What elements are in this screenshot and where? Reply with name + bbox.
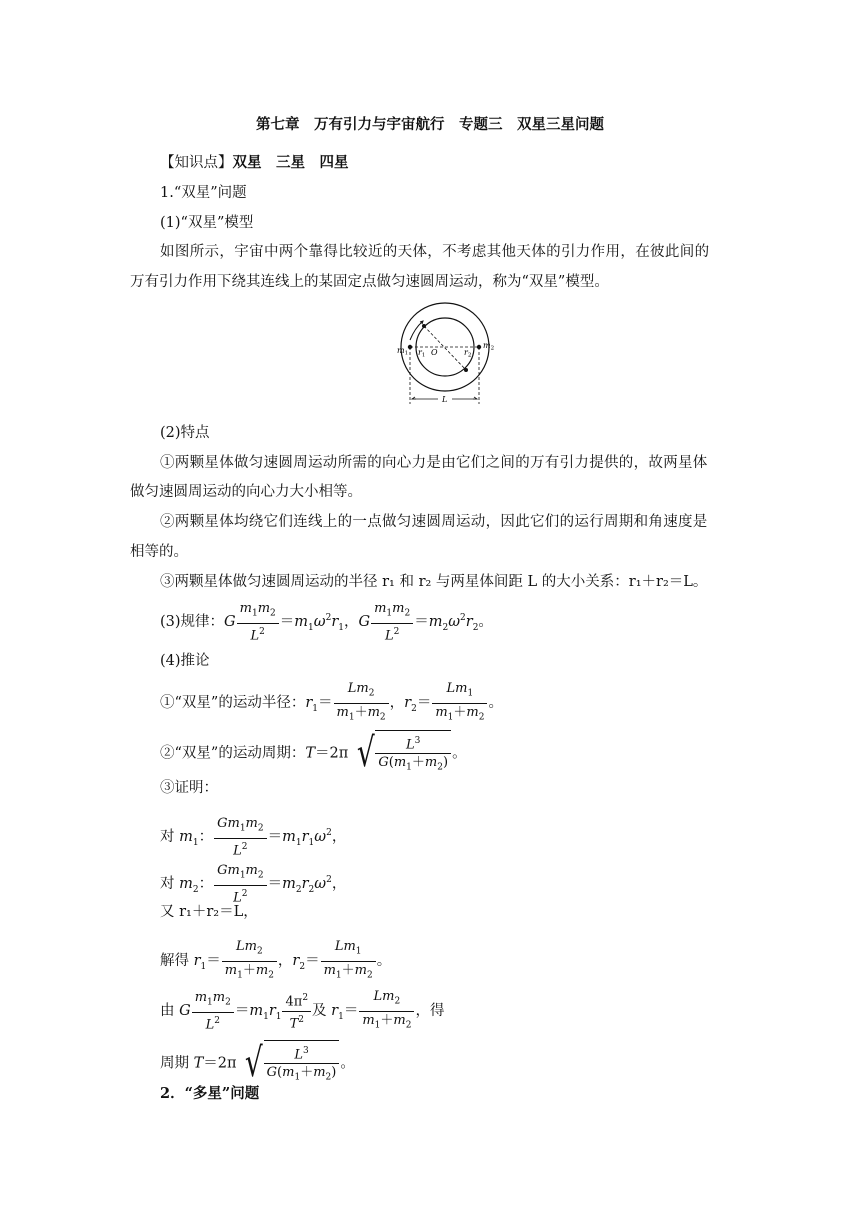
fig-r2-label: r2 (464, 348, 472, 359)
fig-r1-label: r1 (418, 348, 426, 359)
knowledge-point (160, 153, 349, 173)
proof-m2: 对 $m_2$： $\frac{Gm_1m_2}{L^2}$ $=m_2r_2\omega^2$， (160, 863, 347, 905)
feature-2b: 相等的。 (130, 544, 188, 560)
proof-period: 周期 T＝2π √ $\frac{L^3}{G(m_1+m_2)}$ 。 (160, 1040, 355, 1087)
subsection-model: (1)“双星”模型 (160, 215, 254, 231)
fig-l-label: L (442, 395, 448, 404)
knowledge-text: 双星 三星 四星 (232, 154, 349, 171)
feature-1b: 做匀速圆周运动的向心力大小相等。 (130, 484, 362, 500)
fig-m2-label: m2 (483, 341, 495, 352)
paragraph-intro-2: 万有引力作用下绕其连线上的某固定点做匀速圆周运动，称为“双星”模型。 (130, 274, 609, 290)
fig-o-label: O (431, 348, 438, 357)
section-1-heading: 1.“双星”问题 (160, 185, 247, 201)
proof-solve: 解得 $r_1=$ $\frac{Lm_2}{m_1+m_2}$ ，$r_2=$ $\frac{Lm_1}{m_1+m_2}$ 。 (160, 939, 392, 981)
section-2-heading: 2．“多星”问题 (160, 1085, 260, 1102)
binary-star-diagram (390, 300, 510, 415)
proof-label: ③证明： (160, 780, 218, 796)
radius-formula: ①“双星”的运动半径：$r_1=$ $\frac{Lm_2}{m_1+m_2}$ ，$r_2=$ $\frac{Lm_1}{m_1+m_2}$ 。 (160, 681, 503, 723)
proof-sum: 又 r₁＋r₂＝L， (160, 904, 258, 920)
period-formula: ②“双星”的运动周期：T＝2π √ $\frac{L^3}{G(m_1+m_2)}$ 。 (160, 730, 467, 777)
paragraph-intro-1: 如图所示，宇宙中两个靠得比较近的天体，不考虑其他天体的引力作用，在彼此间的 (160, 244, 710, 260)
fig-m1-label: m1 (397, 346, 409, 357)
feature-1a: ①两颗星体做匀速圆周运动所需的向心力是由它们之间的万有引力提供的，故两星体 (160, 455, 708, 471)
proof-from: 由 G $\frac{m_1m_2}{L^2}$ $=m_1r_1$ $\frac{4\pi^2}{T^2}$ 及 $r_1=$ $\frac{Lm_2}{m_1+m_2}$ ，得 (160, 989, 445, 1033)
proof-m1: 对 $m_1$： $\frac{Gm_1m_2}{L^2}$ $=m_1r_1\omega^2$， (160, 816, 347, 858)
page-title: 第七章 万有引力与宇宙航行 专题三 双星三星问题 (256, 116, 604, 133)
feature-3: ③两颗星体做匀速圆周运动的半径 r₁ 和 r₂ 与两星体间距 L 的大小关系：r₁＋r₂＝L。 (160, 574, 708, 590)
feature-2a: ②两颗星体均绕它们连线上的一点做匀速圆周运动，因此它们的运行周期和角速度是 (160, 514, 708, 530)
subsection-features: (2)特点 (160, 425, 210, 441)
subsection-corollary: (4)推论 (160, 653, 210, 669)
law-formula: (3)规律：G $\frac{m_1m_2}{L^2}$ $=m_1\omega^2r_1$，G $\frac{m_1m_2}{L^2}$ $=m_2\omega^2r_2$。 (160, 601, 493, 643)
knowledge-tag: 【知识点】 (160, 155, 233, 171)
